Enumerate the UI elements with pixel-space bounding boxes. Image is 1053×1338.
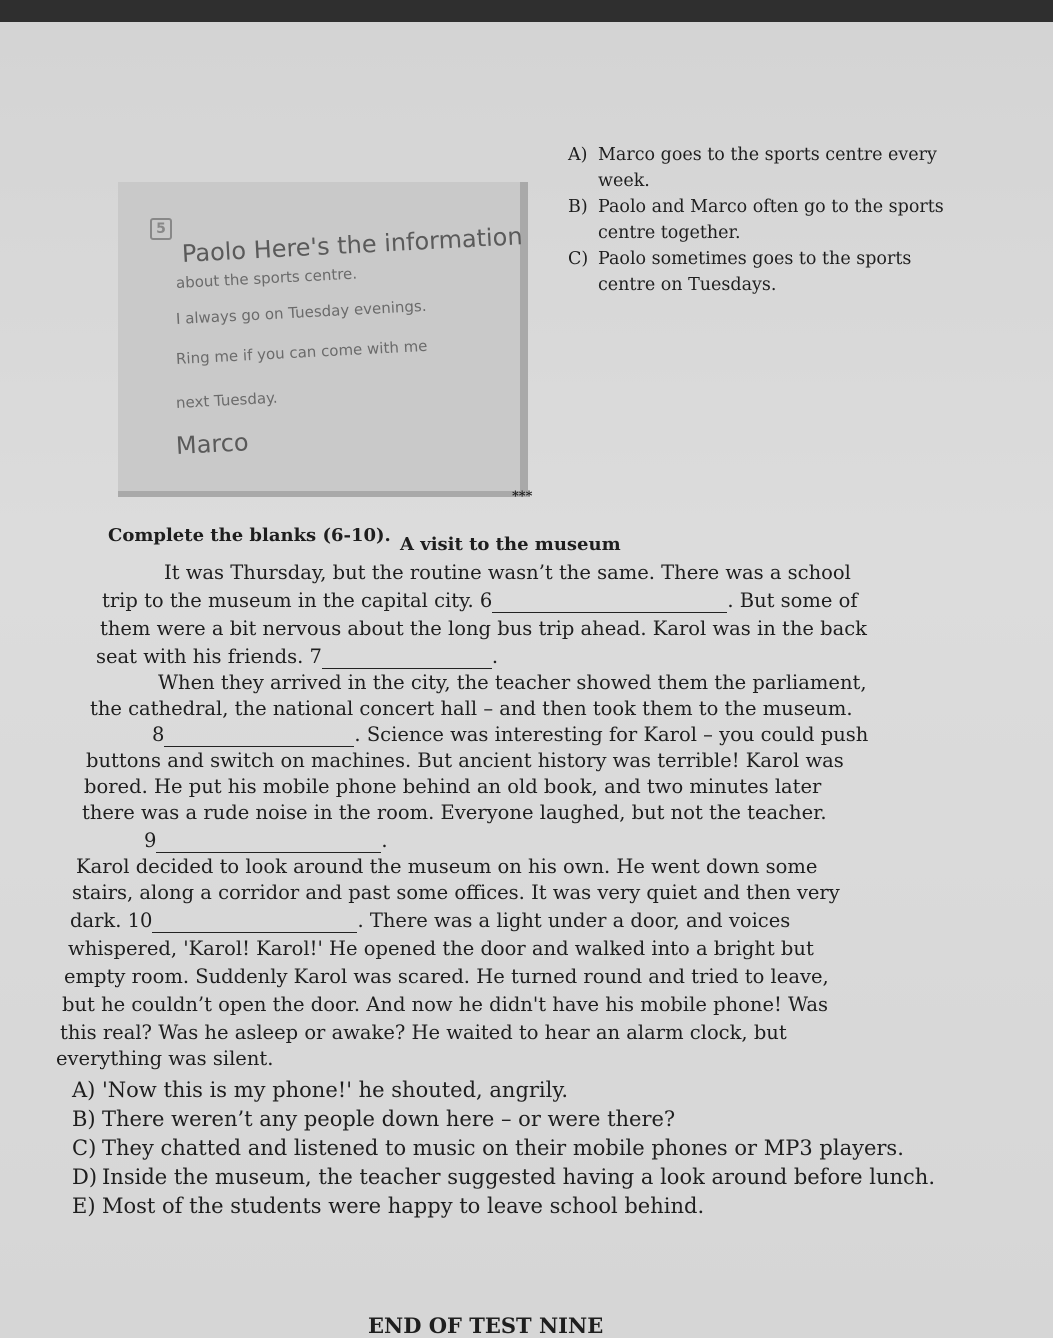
blank-6[interactable] bbox=[492, 589, 727, 613]
story-line: the cathedral, the national concert hall – and then took them to the museum. bbox=[90, 697, 853, 720]
story-line: empty room. Suddenly Karol was scared. He turned round and tried to leave, bbox=[64, 965, 829, 988]
note-signature: Marco bbox=[175, 428, 250, 460]
story-line: buttons and switch on machines. But ancient history was terrible! Karol was bbox=[86, 749, 844, 772]
section-instruction: Complete the blanks (6-10). bbox=[108, 525, 391, 546]
option-a[interactable]: A) Marco goes to the sports centre every week. bbox=[568, 145, 937, 191]
blank-10[interactable] bbox=[152, 909, 357, 933]
note-line: I always go on Tuesday evenings. bbox=[175, 296, 427, 328]
story-line: 8 . Science was interesting for Karol – you could push bbox=[152, 723, 869, 746]
answer-d[interactable]: D) Inside the museum, the teacher suggested having a look around before lunch. bbox=[72, 1165, 936, 1189]
story-line: It was Thursday, but the routine wasn’t the same. There was a school bbox=[164, 561, 851, 584]
story-line: them were a bit nervous about the long bus trip ahead. Karol was in the back bbox=[100, 617, 867, 640]
story-line: Karol decided to look around the museum on his own. He went down some bbox=[76, 855, 818, 878]
note-line: next Tuesday. bbox=[175, 388, 278, 412]
question-5-options bbox=[568, 142, 968, 298]
blank-8[interactable] bbox=[164, 723, 354, 747]
story-line: stairs, along a corridor and past some offices. It was very quiet and then very bbox=[72, 881, 840, 904]
answer-options bbox=[72, 1076, 992, 1221]
story-line: dark. 10 . There was a light under a door, and voices bbox=[70, 909, 791, 932]
answer-a[interactable]: A) 'Now this is my phone!' he shouted, angrily. bbox=[72, 1078, 569, 1102]
answer-b[interactable]: B) There weren’t any people down here – or were there? bbox=[72, 1107, 676, 1131]
test-page bbox=[0, 22, 1053, 1338]
question-number-badge: 5 bbox=[150, 218, 172, 240]
story-title: A visit to the museum bbox=[400, 534, 621, 555]
story-line: bored. He put his mobile phone behind an old book, and two minutes later bbox=[84, 775, 822, 798]
blank-7[interactable] bbox=[322, 645, 492, 669]
option-b[interactable]: B) Paolo and Marco often go to the sports centre together. bbox=[568, 197, 944, 243]
story-line: When they arrived in the city, the teacher showed them the parliament, bbox=[158, 671, 867, 694]
answer-e[interactable]: E) Most of the students were happy to leave school behind. bbox=[72, 1194, 705, 1218]
end-of-test-label: END OF TEST NINE bbox=[368, 1313, 604, 1338]
story-line: trip to the museum in the capital city. 6 . But some of bbox=[102, 589, 858, 612]
note-line: about the sports centre. bbox=[175, 264, 358, 292]
section-separator: *** bbox=[512, 489, 533, 504]
story-line: but he couldn’t open the door. And now he didn't have his mobile phone! Was bbox=[62, 993, 829, 1016]
note-line: Paolo Here's the information bbox=[181, 222, 524, 268]
handwritten-note-card bbox=[118, 182, 528, 497]
story-line: seat with his friends. 7 . bbox=[96, 645, 499, 668]
story-line: everything was silent. bbox=[56, 1047, 274, 1070]
story-line: whispered, 'Karol! Karol!' He opened the door and walked into a bright but bbox=[68, 937, 814, 960]
story-line: 9 . bbox=[144, 829, 388, 852]
note-line: Ring me if you can come with me bbox=[175, 336, 428, 368]
answer-c[interactable]: C) They chatted and listened to music on their mobile phones or MP3 players. bbox=[72, 1136, 904, 1160]
story-line: there was a rude noise in the room. Everyone laughed, but not the teacher. bbox=[82, 801, 827, 824]
story-line: this real? Was he asleep or awake? He waited to hear an alarm clock, but bbox=[60, 1021, 787, 1044]
option-c[interactable]: C) Paolo sometimes goes to the sports centre on Tuesdays. bbox=[568, 249, 912, 295]
blank-9[interactable] bbox=[156, 829, 381, 853]
